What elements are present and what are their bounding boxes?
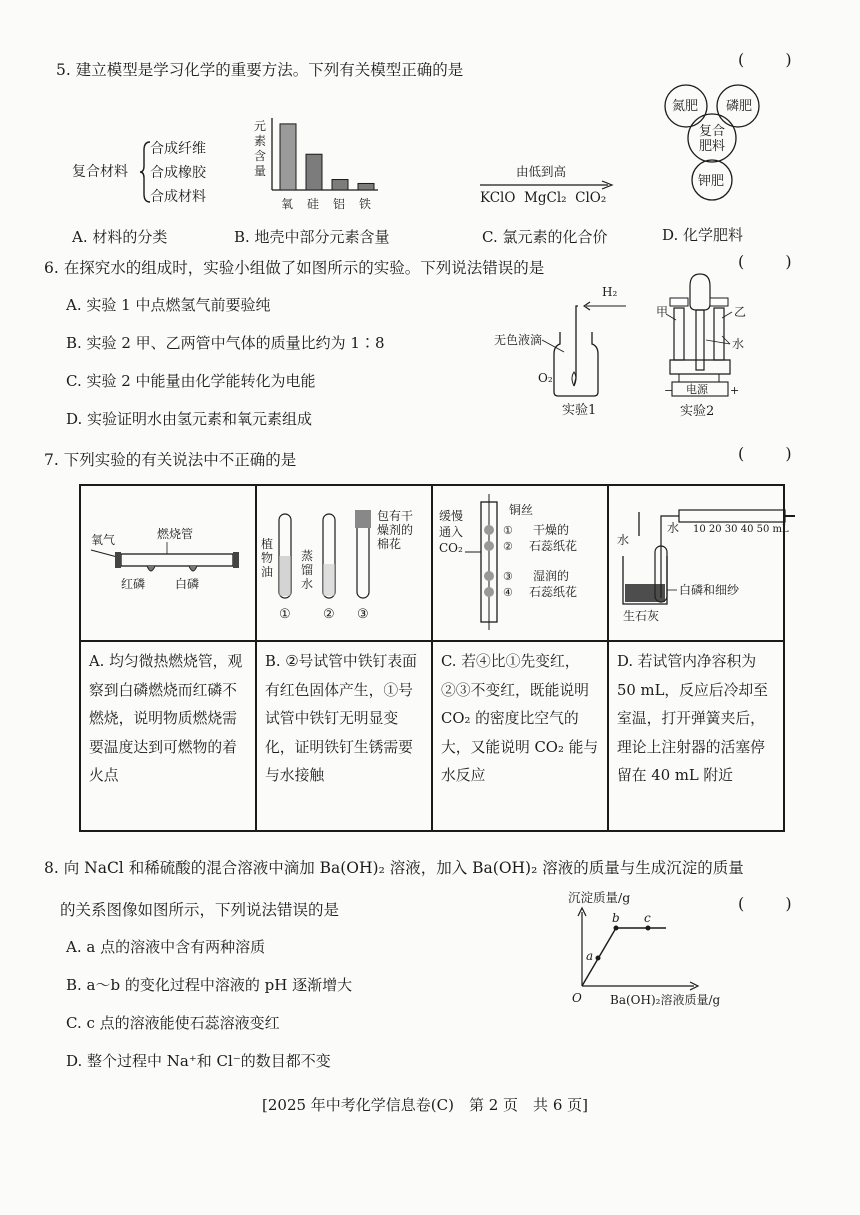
q5d-caption: D. 化学肥料 bbox=[662, 226, 744, 244]
q5d-p: 磷肥 bbox=[726, 99, 753, 114]
q7b-oil-1: 植 bbox=[261, 537, 274, 551]
q6-yi-label: 乙 bbox=[734, 305, 747, 319]
q5d-n: 氮肥 bbox=[672, 99, 699, 114]
chart-ylabel-char-0: 元 bbox=[254, 119, 267, 133]
q5-stem: 5. 建立模型是学习化学的重要方法。下列有关模型正确的是 bbox=[56, 61, 464, 79]
q5c-arrow bbox=[478, 180, 618, 190]
q6-o2-label: O₂ bbox=[538, 371, 553, 385]
svg-text:物: 物 bbox=[261, 551, 274, 565]
q7a-red-label: 红磷 bbox=[121, 577, 146, 591]
q7-option-c: C. 若④比①先变红，②③不变红，既能说明 CO₂ 的密度比空气的大，又能说明 CO₂ 能与水反应 bbox=[441, 653, 599, 784]
q5d-center-2: 肥料 bbox=[699, 139, 726, 154]
q5a-classification-figure bbox=[72, 136, 232, 206]
chart-bar-2 bbox=[332, 180, 348, 190]
chart-ylabel-char-1: 素 bbox=[254, 134, 267, 148]
q7-stem: 7. 下列实验的有关说法中不正确的是 bbox=[44, 451, 297, 469]
q7c-num-1: ① bbox=[503, 524, 513, 537]
q6-water-label: 水 bbox=[732, 337, 745, 351]
svg-text:馏: 馏 bbox=[301, 563, 314, 577]
q5d-k: 钾肥 bbox=[698, 174, 725, 189]
q5-answer-paren: ( ) bbox=[738, 50, 810, 69]
q8-graph-origin: O bbox=[572, 991, 582, 1005]
q6-option-c: C. 实验 2 中能量由化学能转化为电能 bbox=[66, 372, 316, 390]
q5d-fertilizer-figure bbox=[656, 84, 766, 202]
q7b-cotton-label: 包有干 bbox=[377, 509, 414, 523]
svg-text:湿润的: 湿润的 bbox=[533, 569, 570, 583]
q5a-item-2: 合成橡胶 bbox=[150, 165, 206, 181]
q6-h2-label: H₂ bbox=[602, 285, 618, 299]
chart-xtick-3: 铁 bbox=[359, 197, 372, 211]
page-footer: [2025 年中考化学信息卷(C) 第 2 页 共 6 页] bbox=[262, 1096, 588, 1114]
q7-cell-c-figure bbox=[432, 485, 608, 641]
svg-text:石蕊纸花: 石蕊纸花 bbox=[529, 585, 578, 599]
q6-plus: + bbox=[730, 384, 740, 397]
chart-xtick-2: 铝 bbox=[333, 197, 346, 211]
q7d-water-1: 水 bbox=[667, 521, 680, 535]
q6-jia-label: 甲 bbox=[656, 305, 669, 319]
svg-text:水: 水 bbox=[301, 577, 314, 591]
svg-text:缓慢: 缓慢 bbox=[439, 509, 464, 523]
q6-exp1-caption: 实验1 bbox=[562, 403, 597, 418]
q6-option-b: B. 实验 2 甲、乙两管中气体的质量比约为 1∶8 bbox=[66, 334, 385, 352]
q7-answer-paren: ( ) bbox=[738, 444, 810, 463]
q7-cell-b-figure bbox=[256, 485, 432, 641]
svg-text:石蕊纸花: 石蕊纸花 bbox=[529, 539, 578, 553]
chart-bar-0 bbox=[280, 124, 296, 190]
q7a-oxygen-label: 氧气 bbox=[91, 533, 116, 547]
q6-drop-label: 无色液滴 bbox=[494, 333, 543, 347]
q6-exp2-caption: 实验2 bbox=[680, 404, 715, 419]
q6-option-a: A. 实验 1 中点燃氢气前要验纯 bbox=[66, 296, 271, 314]
q6-minus: − bbox=[664, 384, 674, 397]
svg-text:CO₂: CO₂ bbox=[439, 541, 463, 555]
chart-ylabel-char-3: 量 bbox=[254, 164, 267, 178]
q7d-phosphorus-label: 白磷和细纱 bbox=[679, 583, 740, 597]
q7b-n3: ③ bbox=[357, 607, 369, 622]
q7d-scale: 10 20 30 40 50 mL bbox=[693, 524, 789, 535]
q7c-wire-label: 铜丝 bbox=[509, 503, 534, 517]
q8-precipitate-graph bbox=[566, 886, 760, 1010]
q8-answer-paren: ( ) bbox=[738, 894, 810, 913]
chart-bar-3 bbox=[358, 183, 374, 190]
q7c-num-3: ③ bbox=[503, 570, 513, 583]
q6-experiment1-figure bbox=[490, 282, 640, 422]
q8-option-d: D. 整个过程中 Na⁺和 Cl⁻的数目都不变 bbox=[66, 1052, 331, 1070]
q8-stem-line1: 8. 向 NaCl 和稀硫酸的混合溶液中滴加 Ba(OH)₂ 溶液，加入 Ba(OH)₂ 溶液的质量与生成沉淀的质量 bbox=[44, 859, 744, 877]
q5c-formula: KClO MgCl₂ ClO₂ bbox=[480, 190, 607, 206]
svg-text:棉花: 棉花 bbox=[377, 537, 402, 551]
q5a-item-3: 合成材料 bbox=[150, 189, 206, 205]
q7b-n1: ① bbox=[279, 607, 291, 622]
q8-graph-ylabel: 沉淀质量/g bbox=[568, 890, 631, 905]
q8-stem-line2: 的关系图像如图所示，下列说法错误的是 bbox=[60, 901, 340, 919]
svg-text:通入: 通入 bbox=[439, 525, 464, 539]
q7a-white-label: 白磷 bbox=[175, 577, 200, 591]
chart-bar-1 bbox=[306, 154, 322, 190]
q7-option-a: A. 均匀微热燃烧管，观察到白磷燃烧而红磷不燃烧，说明物质燃烧需要温度达到可燃物的着火点 bbox=[89, 653, 243, 784]
q8-option-a: A. a 点的溶液中含有两种溶质 bbox=[66, 938, 266, 956]
chart-ylabel-char-2: 含 bbox=[254, 149, 267, 163]
svg-text:油: 油 bbox=[261, 565, 274, 579]
q7-cell-a-figure bbox=[80, 485, 256, 641]
q7-option-b: B. ②号试管中铁钉表面有红色固体产生，①号试管中铁钉无明显变化，证明铁钉生锈需要与水接触 bbox=[265, 653, 417, 784]
q7-experiment-table bbox=[79, 484, 789, 832]
chart-xtick-0: 氧 bbox=[281, 197, 294, 211]
chart-xtick-1: 硅 bbox=[307, 197, 320, 211]
q5b-bar-chart bbox=[244, 112, 384, 216]
q6-answer-paren: ( ) bbox=[738, 252, 810, 271]
q5a-root: 复合材料 bbox=[72, 164, 128, 180]
q5c-arrow-label: 由低到高 bbox=[516, 164, 567, 179]
q6-stem: 6. 在探究水的组成时，实验小组做了如图所示的实验。下列说法错误的是 bbox=[44, 259, 545, 277]
q5a-item-1: 合成纤维 bbox=[150, 141, 206, 157]
q5d-center-1: 复合 bbox=[699, 124, 726, 139]
q7d-water-2: 水 bbox=[617, 533, 630, 547]
q8-point-c: c bbox=[644, 911, 651, 925]
q8-option-b: B. a～b 的变化过程中溶液的 pH 逐渐增大 bbox=[66, 976, 353, 994]
q8-option-c: C. c 点的溶液能使石蕊溶液变红 bbox=[66, 1014, 280, 1032]
q7-option-d: D. 若试管内净容积为 50 mL，反应后冷却至室温，打开弹簧夹后，理论上注射器的活塞停留在 40 mL 附近 bbox=[617, 653, 768, 784]
q5c-valence-figure bbox=[478, 160, 638, 210]
svg-text:干燥的: 干燥的 bbox=[533, 523, 570, 537]
q7d-lime-label: 生石灰 bbox=[623, 609, 660, 623]
q7c-num-2: ② bbox=[503, 540, 513, 553]
q6-power-label: 电源 bbox=[686, 383, 708, 396]
q7c-num-4: ④ bbox=[503, 586, 513, 599]
q8-point-a: a bbox=[586, 949, 594, 963]
svg-text:蒸: 蒸 bbox=[301, 549, 314, 563]
q5b-caption: B. 地壳中部分元素含量 bbox=[234, 228, 390, 246]
svg-text:燥剂的: 燥剂的 bbox=[377, 523, 414, 537]
q6-experiment2-figure bbox=[650, 270, 760, 422]
q8-graph-xlabel: Ba(OH)₂溶液质量/g bbox=[610, 993, 721, 1007]
q6-option-d: D. 实验证明水由氢元素和氧元素组成 bbox=[66, 410, 313, 428]
q7b-n2: ② bbox=[323, 607, 335, 622]
q5a-caption: A. 材料的分类 bbox=[72, 228, 168, 246]
q8-point-b: b bbox=[612, 911, 620, 925]
q7a-tube-label: 燃烧管 bbox=[157, 527, 194, 541]
q7-cell-d-figure bbox=[608, 485, 789, 641]
q5c-caption: C. 氯元素的化合价 bbox=[482, 228, 608, 246]
